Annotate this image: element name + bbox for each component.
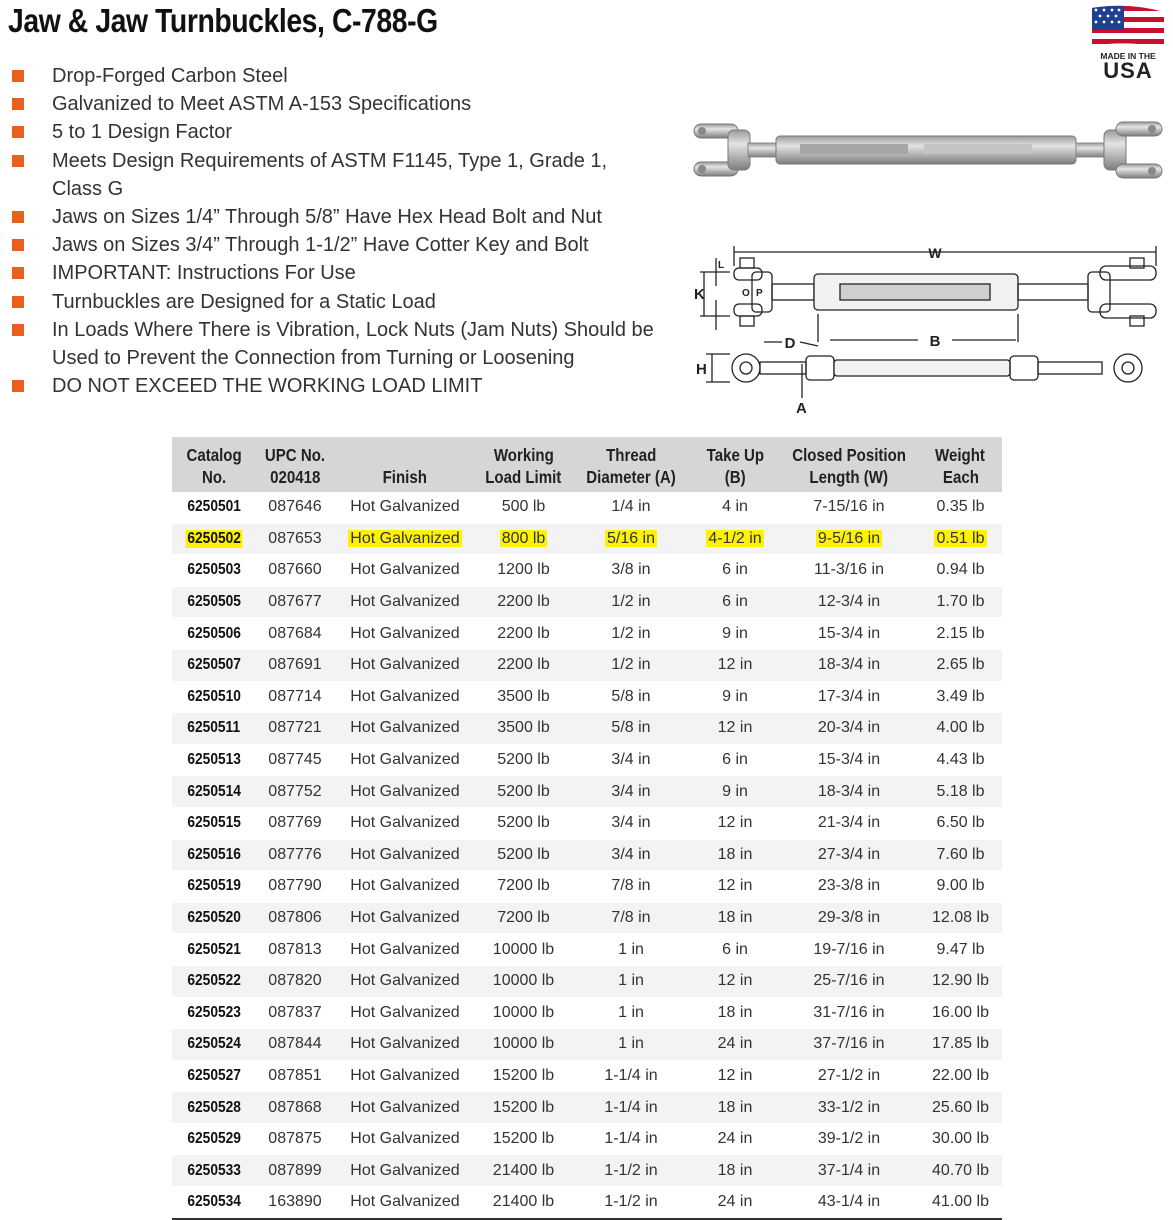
cell-weight: 22.00 lb	[919, 1060, 1002, 1092]
table-row	[172, 523, 1002, 555]
table-row	[172, 649, 1002, 681]
cell-take-up: 6 in	[691, 744, 779, 776]
cell-catalog-no: 6250533	[172, 1155, 256, 1187]
cell-catalog-no: 6250529	[172, 1123, 256, 1155]
cell-weight: 2.15 lb	[919, 618, 1002, 650]
cell-upc-no: 087813	[256, 934, 334, 966]
cell-working-load-limit: 15200 lb	[476, 1123, 571, 1155]
cell-finish: Hot Galvanized	[334, 1092, 476, 1124]
cell-weight: 3.49 lb	[919, 681, 1002, 713]
cell-weight: 0.35 lb	[919, 492, 1002, 523]
cell-thread-diameter: 1-1/4 in	[571, 1092, 691, 1124]
cell-working-load-limit: 7200 lb	[476, 902, 571, 934]
cell-catalog-no: 6250516	[172, 839, 256, 871]
cell-take-up: 4-1/2 in	[691, 523, 779, 555]
cell-thread-diameter: 1/2 in	[571, 586, 691, 618]
cell-closed-length: 23-3/8 in	[779, 871, 919, 903]
cell-catalog-no: 6250510	[172, 681, 256, 713]
dim-label-o: O	[742, 288, 750, 299]
cell-thread-diameter: 7/8 in	[571, 902, 691, 934]
cell-catalog-no: 6250515	[172, 807, 256, 839]
cell-working-load-limit: 21400 lb	[476, 1187, 571, 1219]
feature-item: Galvanized to Meet ASTM A-153 Specifications	[10, 90, 670, 118]
cell-catalog-no: 6250521	[172, 934, 256, 966]
cell-closed-length: 27-1/2 in	[779, 1060, 919, 1092]
cell-catalog-no: 6250513	[172, 744, 256, 776]
cell-closed-length: 7-15/16 in	[779, 492, 919, 523]
table-row	[172, 965, 1002, 997]
cell-working-load-limit: 1200 lb	[476, 555, 571, 587]
feature-item: 5 to 1 Design Factor	[10, 118, 670, 146]
cell-working-load-limit: 800 lb	[476, 523, 571, 555]
square-bullet-icon	[12, 324, 24, 336]
page-title: Jaw & Jaw Turnbuckles, C-788-G	[8, 2, 438, 39]
cell-thread-diameter: 7/8 in	[571, 871, 691, 903]
cell-upc-no: 087752	[256, 776, 334, 808]
cell-take-up: 18 in	[691, 997, 779, 1029]
col-header-working-load: Working Load Limit	[476, 437, 571, 492]
cell-thread-diameter: 1-1/4 in	[571, 1123, 691, 1155]
square-bullet-icon	[12, 155, 24, 167]
cell-upc-no: 087899	[256, 1155, 334, 1187]
cell-thread-diameter: 1 in	[571, 934, 691, 966]
square-bullet-icon	[12, 267, 24, 279]
cell-thread-diameter: 3/4 in	[571, 839, 691, 871]
feature-item: IMPORTANT: Instructions For Use	[10, 259, 670, 287]
dim-label-h: H	[696, 361, 707, 378]
feature-item: DO NOT EXCEED THE WORKING LOAD LIMIT	[10, 372, 670, 400]
made-in-usa-logo	[1088, 4, 1168, 80]
cell-working-load-limit: 21400 lb	[476, 1155, 571, 1187]
feature-item: Turnbuckles are Designed for a Static Load	[10, 288, 670, 316]
cell-working-load-limit: 5200 lb	[476, 839, 571, 871]
cell-upc-no: 087820	[256, 965, 334, 997]
col-header-take-up: Take Up (B)	[691, 437, 779, 492]
square-bullet-icon	[12, 380, 24, 392]
cell-weight: 41.00 lb	[919, 1187, 1002, 1219]
cell-weight: 12.90 lb	[919, 965, 1002, 997]
cell-finish: Hot Galvanized	[334, 1029, 476, 1061]
cell-take-up: 18 in	[691, 1092, 779, 1124]
cell-catalog-no: 6250519	[172, 871, 256, 903]
cell-thread-diameter: 5/8 in	[571, 713, 691, 745]
cell-upc-no: 087653	[256, 523, 334, 555]
cell-thread-diameter: 1/2 in	[571, 618, 691, 650]
cell-working-load-limit: 7200 lb	[476, 871, 571, 903]
square-bullet-icon	[12, 98, 24, 110]
cell-finish: Hot Galvanized	[334, 586, 476, 618]
cell-upc-no: 087844	[256, 1029, 334, 1061]
cell-closed-length: 12-3/4 in	[779, 586, 919, 618]
cell-finish: Hot Galvanized	[334, 649, 476, 681]
cell-catalog-no: 6250511	[172, 713, 256, 745]
cell-take-up: 4 in	[691, 492, 779, 523]
table-row	[172, 1060, 1002, 1092]
table-row	[172, 1092, 1002, 1124]
cell-upc-no: 087714	[256, 681, 334, 713]
square-bullet-icon	[12, 70, 24, 82]
cell-catalog-no: 6250523	[172, 997, 256, 1029]
cell-take-up: 12 in	[691, 807, 779, 839]
cell-closed-length: 18-3/4 in	[779, 649, 919, 681]
cell-upc-no: 087790	[256, 871, 334, 903]
dim-label-l: L	[718, 260, 725, 271]
cell-catalog-no: 6250503	[172, 555, 256, 587]
cell-finish: Hot Galvanized	[334, 523, 476, 555]
cell-upc-no: 087851	[256, 1060, 334, 1092]
cell-take-up: 24 in	[691, 1187, 779, 1219]
cell-working-load-limit: 10000 lb	[476, 997, 571, 1029]
cell-take-up: 18 in	[691, 839, 779, 871]
cell-take-up: 9 in	[691, 618, 779, 650]
table-row	[172, 902, 1002, 934]
cell-closed-length: 39-1/2 in	[779, 1123, 919, 1155]
cell-closed-length: 37-1/4 in	[779, 1155, 919, 1187]
cell-weight: 7.60 lb	[919, 839, 1002, 871]
dim-label-a: A	[796, 400, 807, 417]
cell-weight: 25.60 lb	[919, 1092, 1002, 1124]
dim-label-d: D	[784, 335, 796, 352]
cell-finish: Hot Galvanized	[334, 807, 476, 839]
square-bullet-icon	[12, 211, 24, 223]
cell-catalog-no: 6250534	[172, 1187, 256, 1219]
cell-catalog-no: 6250505	[172, 586, 256, 618]
table-row	[172, 1155, 1002, 1187]
cell-thread-diameter: 5/16 in	[571, 523, 691, 555]
cell-working-load-limit: 5200 lb	[476, 776, 571, 808]
cell-closed-length: 27-3/4 in	[779, 839, 919, 871]
cell-weight: 12.08 lb	[919, 902, 1002, 934]
cell-working-load-limit: 500 lb	[476, 492, 571, 523]
cell-weight: 6.50 lb	[919, 807, 1002, 839]
table-row	[172, 713, 1002, 745]
cell-thread-diameter: 5/8 in	[571, 681, 691, 713]
table-row	[172, 1029, 1002, 1061]
cell-upc-no: 087806	[256, 902, 334, 934]
cell-catalog-no: 6250514	[172, 776, 256, 808]
cell-upc-no: 087677	[256, 586, 334, 618]
cell-upc-no: 087646	[256, 492, 334, 523]
cell-finish: Hot Galvanized	[334, 1123, 476, 1155]
cell-take-up: 24 in	[691, 1123, 779, 1155]
cell-finish: Hot Galvanized	[334, 492, 476, 523]
table-row	[172, 681, 1002, 713]
cell-thread-diameter: 1 in	[571, 997, 691, 1029]
cell-closed-length: 19-7/16 in	[779, 934, 919, 966]
cell-catalog-no: 6250506	[172, 618, 256, 650]
cell-weight: 9.00 lb	[919, 871, 1002, 903]
table-row	[172, 618, 1002, 650]
cell-working-load-limit: 10000 lb	[476, 965, 571, 997]
cell-closed-length: 31-7/16 in	[779, 997, 919, 1029]
table-row	[172, 997, 1002, 1029]
cell-take-up: 18 in	[691, 902, 779, 934]
cell-closed-length: 15-3/4 in	[779, 744, 919, 776]
dim-label-k: K	[694, 286, 705, 303]
cell-weight: 5.18 lb	[919, 776, 1002, 808]
square-bullet-icon	[12, 239, 24, 251]
cell-closed-length: 9-5/16 in	[779, 523, 919, 555]
cell-take-up: 12 in	[691, 1060, 779, 1092]
cell-upc-no: 163890	[256, 1187, 334, 1219]
cell-thread-diameter: 1-1/2 in	[571, 1155, 691, 1187]
cell-upc-no: 087721	[256, 713, 334, 745]
cell-closed-length: 29-3/8 in	[779, 902, 919, 934]
cell-finish: Hot Galvanized	[334, 618, 476, 650]
cell-working-load-limit: 15200 lb	[476, 1092, 571, 1124]
feature-item: In Loads Where There is Vibration, Lock Nuts (Jam Nuts) Should be Used to Prevent the Connection from Turning or Loosening	[10, 316, 662, 372]
cell-closed-length: 21-3/4 in	[779, 807, 919, 839]
cell-catalog-no: 6250520	[172, 902, 256, 934]
cell-upc-no: 087868	[256, 1092, 334, 1124]
cell-thread-diameter: 1 in	[571, 1029, 691, 1061]
spec-table-body	[172, 492, 1002, 1219]
cell-catalog-no: 6250501	[172, 492, 256, 523]
cell-upc-no: 087837	[256, 997, 334, 1029]
col-header-finish: Finish	[334, 437, 476, 492]
cell-upc-no: 087769	[256, 807, 334, 839]
cell-weight: 1.70 lb	[919, 586, 1002, 618]
dimension-diagram	[690, 238, 1168, 418]
cell-thread-diameter: 1 in	[571, 965, 691, 997]
cell-upc-no: 087691	[256, 649, 334, 681]
cell-thread-diameter: 1/2 in	[571, 649, 691, 681]
feature-item: Drop-Forged Carbon Steel	[10, 62, 670, 90]
cell-thread-diameter: 3/4 in	[571, 807, 691, 839]
cell-take-up: 9 in	[691, 681, 779, 713]
col-header-closed-length: Closed Position Length (W)	[779, 437, 919, 492]
cell-finish: Hot Galvanized	[334, 871, 476, 903]
cell-working-load-limit: 3500 lb	[476, 681, 571, 713]
table-row	[172, 871, 1002, 903]
cell-upc-no: 087745	[256, 744, 334, 776]
feature-item: Jaws on Sizes 1/4” Through 5/8” Have Hex Head Bolt and Nut	[10, 203, 670, 231]
cell-thread-diameter: 3/4 in	[571, 776, 691, 808]
cell-working-load-limit: 5200 lb	[476, 807, 571, 839]
cell-take-up: 18 in	[691, 1155, 779, 1187]
cell-working-load-limit: 2200 lb	[476, 586, 571, 618]
cell-finish: Hot Galvanized	[334, 965, 476, 997]
cell-upc-no: 087660	[256, 555, 334, 587]
table-row	[172, 1187, 1002, 1219]
square-bullet-icon	[12, 296, 24, 308]
cell-closed-length: 37-7/16 in	[779, 1029, 919, 1061]
dim-label-p: P	[756, 288, 763, 299]
cell-working-load-limit: 2200 lb	[476, 618, 571, 650]
cell-catalog-no: 6250524	[172, 1029, 256, 1061]
cell-weight: 4.43 lb	[919, 744, 1002, 776]
table-row	[172, 744, 1002, 776]
col-header-catalog: Catalog No.	[172, 437, 256, 492]
cell-catalog-no: 6250527	[172, 1060, 256, 1092]
cell-finish: Hot Galvanized	[334, 902, 476, 934]
col-header-upc: UPC No. 020418	[256, 437, 334, 492]
cell-finish: Hot Galvanized	[334, 839, 476, 871]
cell-working-load-limit: 15200 lb	[476, 1060, 571, 1092]
cell-weight: 30.00 lb	[919, 1123, 1002, 1155]
cell-take-up: 9 in	[691, 776, 779, 808]
cell-finish: Hot Galvanized	[334, 776, 476, 808]
cell-finish: Hot Galvanized	[334, 744, 476, 776]
cell-working-load-limit: 2200 lb	[476, 649, 571, 681]
cell-finish: Hot Galvanized	[334, 681, 476, 713]
table-row	[172, 807, 1002, 839]
cell-catalog-no: 6250522	[172, 965, 256, 997]
table-header-row	[172, 437, 1002, 492]
cell-working-load-limit: 3500 lb	[476, 713, 571, 745]
cell-closed-length: 20-3/4 in	[779, 713, 919, 745]
cell-upc-no: 087875	[256, 1123, 334, 1155]
cell-finish: Hot Galvanized	[334, 713, 476, 745]
table-row	[172, 492, 1002, 523]
dim-label-b: B	[929, 333, 941, 350]
cell-closed-length: 43-1/4 in	[779, 1187, 919, 1219]
cell-take-up: 24 in	[691, 1029, 779, 1061]
cell-take-up: 6 in	[691, 934, 779, 966]
cell-closed-length: 33-1/2 in	[779, 1092, 919, 1124]
cell-weight: 2.65 lb	[919, 649, 1002, 681]
turnbuckle-photo	[688, 110, 1168, 192]
cell-weight: 9.47 lb	[919, 934, 1002, 966]
cell-take-up: 12 in	[691, 871, 779, 903]
cell-closed-length: 25-7/16 in	[779, 965, 919, 997]
cell-working-load-limit: 10000 lb	[476, 934, 571, 966]
feature-list	[10, 62, 670, 400]
cell-closed-length: 17-3/4 in	[779, 681, 919, 713]
logo-line2: USA	[1103, 58, 1153, 80]
cell-finish: Hot Galvanized	[334, 1060, 476, 1092]
cell-take-up: 12 in	[691, 713, 779, 745]
cell-catalog-no: 6250507	[172, 649, 256, 681]
square-bullet-icon	[12, 126, 24, 138]
feature-item: Jaws on Sizes 3/4” Through 1-1/2” Have Cotter Key and Bolt	[10, 231, 670, 259]
cell-thread-diameter: 1-1/2 in	[571, 1187, 691, 1219]
table-row	[172, 839, 1002, 871]
cell-weight: 16.00 lb	[919, 997, 1002, 1029]
table-row	[172, 776, 1002, 808]
table-row	[172, 1123, 1002, 1155]
cell-finish: Hot Galvanized	[334, 934, 476, 966]
col-header-thread-diameter: Thread Diameter (A)	[571, 437, 691, 492]
cell-thread-diameter: 3/4 in	[571, 744, 691, 776]
cell-weight: 17.85 lb	[919, 1029, 1002, 1061]
cell-weight: 40.70 lb	[919, 1155, 1002, 1187]
cell-finish: Hot Galvanized	[334, 997, 476, 1029]
cell-catalog-no: 6250502	[172, 523, 256, 555]
cell-weight: 0.51 lb	[919, 523, 1002, 555]
spec-table	[172, 437, 1002, 1220]
table-row	[172, 555, 1002, 587]
table-row	[172, 934, 1002, 966]
cell-finish: Hot Galvanized	[334, 1155, 476, 1187]
cell-working-load-limit: 10000 lb	[476, 1029, 571, 1061]
cell-take-up: 6 in	[691, 586, 779, 618]
cell-finish: Hot Galvanized	[334, 1187, 476, 1219]
cell-closed-length: 15-3/4 in	[779, 618, 919, 650]
cell-closed-length: 11-3/16 in	[779, 555, 919, 587]
cell-thread-diameter: 1-1/4 in	[571, 1060, 691, 1092]
cell-take-up: 12 in	[691, 965, 779, 997]
dim-label-w: W	[928, 245, 942, 261]
cell-thread-diameter: 3/8 in	[571, 555, 691, 587]
table-row	[172, 586, 1002, 618]
cell-upc-no: 087776	[256, 839, 334, 871]
cell-take-up: 6 in	[691, 555, 779, 587]
cell-weight: 4.00 lb	[919, 713, 1002, 745]
cell-closed-length: 18-3/4 in	[779, 776, 919, 808]
cell-weight: 0.94 lb	[919, 555, 1002, 587]
cell-thread-diameter: 1/4 in	[571, 492, 691, 523]
cell-finish: Hot Galvanized	[334, 555, 476, 587]
cell-take-up: 12 in	[691, 649, 779, 681]
cell-catalog-no: 6250528	[172, 1092, 256, 1124]
logo-line1: MADE IN THE	[1100, 51, 1156, 61]
col-header-weight: Weight Each	[919, 437, 1002, 492]
cell-upc-no: 087684	[256, 618, 334, 650]
cell-working-load-limit: 5200 lb	[476, 744, 571, 776]
feature-item: Meets Design Requirements of ASTM F1145, Type 1, Grade 1, Class G	[10, 147, 652, 203]
